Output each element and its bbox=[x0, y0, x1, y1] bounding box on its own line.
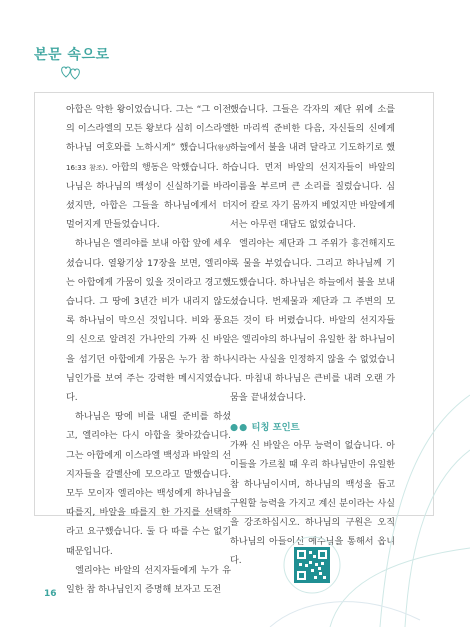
paragraph: 엘리야는 제단과 그 주위가 흥건해지도록 물을 부었습니다. 그리고 하나님께 기도했습니다. 하나님은 하늘에서 불을 보내셨습니다. 번제물과 제단과 그 주변의 모든 것이 타 버렸습니다. 바알의 선지자들은 엘리야의 하나님이 유일한 참 하나님이시라는 사실을 인정하지 않을 수 없었습니다. 마침내 하나님은 큰비를 내려 오랜 가뭄을 끝내셨습니다. bbox=[230, 239, 395, 404]
page-number: 16 bbox=[44, 589, 57, 599]
teaching-point-heading: ●● 티칭 포인트 bbox=[230, 422, 300, 434]
section-title: 본문 속으로 bbox=[34, 47, 110, 63]
paragraph: 아합은 악한 왕이었습니다. 그는 “그 이전의 이스라엘의 모든 왕보다 심히 이스라엘 하나님 여호와를 노하시게” 했습니다(왕상 16:33 참조). 아합의 행동은 악했습니다. 하나님은 하나님의 백성이 신실하기를 바라셨지만, 아합은 그들을 하나님에게서 더 멀어지게 만들었습니다. bbox=[66, 105, 231, 231]
scripture-reference: (왕상 16:33 참조) bbox=[66, 144, 231, 172]
qr-code-icon[interactable] bbox=[294, 547, 330, 583]
paragraph: 하나님은 엘리야를 보내 아합 앞에 세우셨습니다. 열왕기상 17장을 보면, 엘리야는 아합에게 가뭄이 있을 것이라고 경고했습니다. 그 땅에 3년간 비가 내리지 않도록 하나님이 막으신 것입니다. 비와 풍요의 신으로 알려진 가나안의 가짜 신 바알을 섬기던 아합에게 가뭄은 누가 참 하나님인가를 보여 주는 강력한 메시지였습니다. bbox=[66, 239, 231, 404]
paragraph: 했습니다. 그들은 각자의 제단 위에 소를 한 마리씩 준비한 다음, 자신들의 신에게 하늘에서 불을 내려 달라고 기도하기로 했습니다. 먼저 바알의 선지자들이 바알의 이름을 부르며 큰 소리를 질렀습니다. 심지어 칼로 자기 몸까지 베었지만 바알에게서는 아무런 대답도 없었습니다. bbox=[230, 105, 395, 231]
left-column bbox=[66, 101, 231, 600]
teaching-point-text: 가짜 신 바알은 아무 능력이 없습니다. 아이들을 가르칠 때 우리 하나님만이 유일한 참 하나님이시며, 하나님의 백성을 돕고 구원할 능력을 가지고 계신 분이라는 사실을 강조하십시오. 하나님의 구원은 오직 하나님의 아들이신 예수님을 통해서 옵니다. bbox=[230, 441, 395, 567]
right-column bbox=[230, 101, 395, 572]
paragraph: 엘리야는 바알의 선지자들에게 누가 유일한 참 하나님인지 증명해 보자고 도전 bbox=[66, 565, 231, 596]
bullet-dots-icon: ●● bbox=[230, 422, 249, 434]
paragraph: 하나님은 땅에 비를 내릴 준비를 하셨고, 엘리야는 다시 아합을 찾아갔습니다. 그는 아합에게 이스라엘 백성과 바알의 선지자들을 갈멜산에 모으라고 말했습니다. 모두 모이자 엘리야는 백성에게 하나님을 따를지, 바알을 따를지 한 가지를 선택하라고 요구했습니다. 둘 다 따를 수는 없기 때문입니다. bbox=[66, 412, 231, 557]
hearts-icon bbox=[59, 63, 83, 81]
